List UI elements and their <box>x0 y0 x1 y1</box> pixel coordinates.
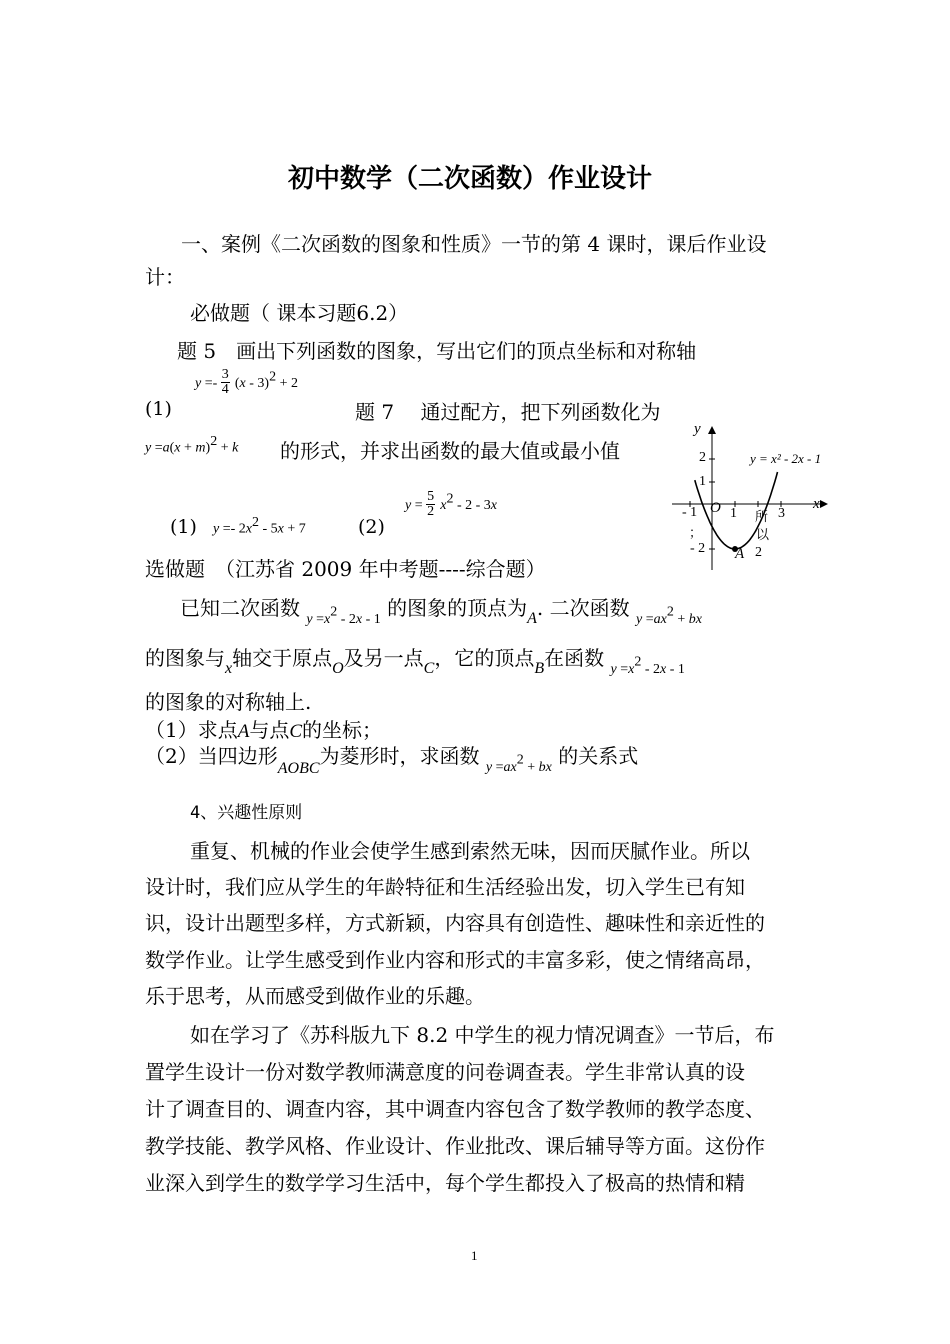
para2-line-4: 教学技能、教学风格、作业设计、作业批改、课后辅导等方面。这份作 <box>145 1134 765 1158</box>
var-A: A <box>237 721 250 742</box>
section-4-heading: 4、兴趣性原则 <box>190 803 303 823</box>
para2-line-5: 业深入到学生的数学学习生活中，每个学生都投入了极高的热情和精 <box>145 1171 745 1195</box>
graph-tick-label-x3: 3 <box>778 506 785 521</box>
intro-line-1: 一、案例《二次函数的图象和性质》一节的第 4 课时，课后作业设 <box>181 232 767 256</box>
q-text: . 二次函数 <box>536 596 630 620</box>
q-text: 轴交于原点 <box>232 646 333 670</box>
p7-item-2-label: (2) <box>358 516 385 538</box>
q-text: 在函数 <box>544 646 605 670</box>
q-text: 的关系式 <box>558 744 639 768</box>
formula-p5-1: y =- $\frac{3}{4}$ (x - 3)$^2$ + 2 <box>195 367 298 397</box>
para1-line-2: 设计时，我们应从学生的年龄特征和生活经验出发，切入学生已有知 <box>145 875 745 899</box>
graph-tick-label-y1: 1 <box>699 474 706 489</box>
question-line-2: 的图象与$_x$轴交于原点$_O$及另一点$_C$，它的顶点$_B$在函数 $y =x^2 - 2x - 1$ <box>145 646 685 677</box>
graph-note-yi: 以 <box>756 528 770 543</box>
required-label: 必做题（ 课本习题6.2） <box>190 301 409 325</box>
formula-vertex-form: $y =a(x + m)^2 + k$ <box>145 434 239 456</box>
q-text: （2）当四边形 <box>145 744 278 768</box>
graph-tick-label-y2: 2 <box>699 450 706 465</box>
q-text: （1）求点 <box>145 718 238 742</box>
form-text: 的形式，并求出函数的最大值或最小值 <box>280 439 620 463</box>
p7-item-1-label: (1) <box>170 516 197 538</box>
var-AOBC: AOBC <box>277 760 320 777</box>
var-B: B <box>534 660 545 677</box>
var-x: x <box>225 660 233 677</box>
graph-equation: y = x² - 2x - 1 <box>750 451 822 466</box>
para1-line-1: 重复、机械的作业会使学生感到索然无味，因而厌腻作业。所以 <box>190 839 750 863</box>
item-1-label: (1) <box>145 398 172 420</box>
problem-7: 题 7 通过配方，把下列函数化为 <box>355 400 661 424</box>
formula-p7-2: y = $\frac{5}{2}$ $x^2 - 2 - 3x$ <box>405 489 497 519</box>
page-title: 初中数学（二次函数）作业设计 <box>288 164 653 194</box>
q-text: 为菱形时，求函数 <box>319 744 480 768</box>
graph-tick-label-x1: 1 <box>730 506 737 521</box>
graph-label-2: 2 <box>755 545 762 560</box>
var-C: C <box>423 660 435 677</box>
para1-line-5: 乐于思考，从而感受到做作业的乐趣。 <box>145 984 485 1008</box>
graph-x-label: x <box>813 496 820 512</box>
para1-line-4: 数学作业。让学生感受到作业内容和形式的丰富多彩，使之情绪高昂， <box>145 948 765 972</box>
q-text: 的图象的顶点为 <box>387 596 528 620</box>
var-O: O <box>332 660 344 677</box>
sub-question-2: （2）当四边形$_{AOBC}$为菱形时，求函数 $y =ax^2$ + bx 的关系式 <box>145 744 639 777</box>
graph-note-so: 所 <box>755 510 769 525</box>
graph-note-semicolon: ； <box>689 526 703 541</box>
q-text: ，它的顶点 <box>434 646 535 670</box>
x-axis-arrow <box>820 500 828 508</box>
question-line-1: 已知二次函数 $y =x^2 - 2x - 1$ 的图象的顶点为$_A$. 二次函数 $y =ax^2$ + bx <box>180 596 702 627</box>
var-A: A <box>527 610 537 627</box>
graph-tick-label-xneg1: - 1 <box>682 505 698 520</box>
formula-p7-1: $y =- 2x^2 - 5x + 7$ <box>213 515 306 537</box>
question-line-3: 的图象的对称轴上. <box>145 690 312 714</box>
graph-vertex-label-A: A <box>735 546 745 562</box>
sub-question-1 <box>145 714 382 743</box>
problem-5: 题 5 画出下列函数的图象，写出它们的顶点坐标和对称轴 <box>177 339 697 363</box>
graph-y-label: y <box>694 421 701 437</box>
graph-origin-label: O <box>710 500 721 516</box>
intro-line-2: 计： <box>145 265 185 289</box>
elective-label: 选做题 （江苏省 2009 年中考题----综合题） <box>145 557 546 581</box>
q-text: 的图象与 <box>145 646 225 670</box>
var-C: C <box>289 721 303 742</box>
q-text: 的坐标； <box>302 718 383 742</box>
y-axis-arrow <box>708 426 716 434</box>
para1-line-3: 识，设计出题型多样，方式新颖，内容具有创造性、趣味性和亲近性的 <box>145 911 765 935</box>
q-text: 及另一点 <box>343 646 424 670</box>
q-text: 已知二次函数 <box>180 596 300 620</box>
para2-line-1: 如在学习了《苏科版九下 8.2 中学生的视力情况调查》一节后，布 <box>190 1023 775 1047</box>
graph-tick-label-yneg2: - 2 <box>690 541 706 556</box>
page-number: 1 <box>471 1248 478 1263</box>
q-text: 与点 <box>249 718 290 742</box>
para2-line-3: 计了调查目的、调查内容，其中调查内容包含了数学教师的教学态度、 <box>145 1097 765 1121</box>
para2-line-2: 置学生设计一份对数学教师满意度的问卷调查表。学生非常认真的设 <box>145 1060 745 1084</box>
